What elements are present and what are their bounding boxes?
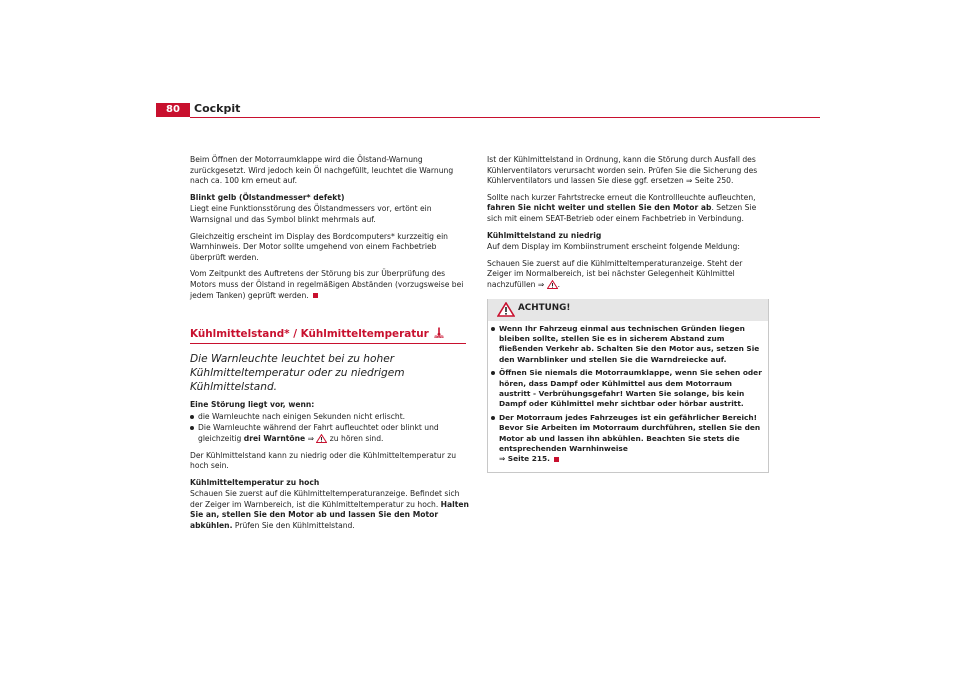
paragraph: Schauen Sie zuerst auf die Kühlmitteltemperaturanzeige. Steht der Zeiger im Normalbereich, ist bei nächster Gelegenheit Kühlmittel nachzufüllen ⇒ . <box>487 258 743 289</box>
subheading: Kühlmittelstand zu niedrig <box>487 230 602 240</box>
warning-label: ACHTUNG! <box>518 302 571 313</box>
subheading: Blinkt gelb (Ölstandmesser* defekt) <box>190 192 345 202</box>
warning-triangle-icon <box>547 280 558 289</box>
paragraph <box>487 193 769 225</box>
paragraph-text: Sollte nach kurzer Fahrtstrecke erneut die Kontrollleuchte aufleuchten, <box>487 192 756 202</box>
list-item-text: die Warnleuchte nach einigen Sekunden nicht erlischt. <box>198 411 406 421</box>
paragraph: Ist der Kühlmittelstand in Ordnung, kann die Störung durch Ausfall des Kühlerventilators verursacht worden sein. Prüfen Sie die Sicherung des Kühlerventilators und lassen Sie diese ggf. ersetzen ⇒ Seite 250. <box>487 155 758 186</box>
paragraph: Gleichzeitig erscheint im Display des Bordcomputers* kurzzeitig ein Warnhinweis. Der Motor sollte umgehend von einem Fachbetrieb überprüft werden. <box>190 231 448 262</box>
paragraph: Liegt eine Funktionsstörung des Ölstandmessers vor, ertönt ein Warnsignal und das Symbol blinkt mehrmals auf. <box>190 204 432 224</box>
bullet-icon <box>491 371 495 375</box>
section-rule <box>190 343 466 344</box>
warning-header <box>488 299 768 321</box>
list-item <box>190 412 470 423</box>
end-square-icon <box>554 457 559 462</box>
list-item <box>190 423 470 444</box>
paragraph-text: Schauen Sie zuerst auf die Kühlmitteltemperaturanzeige. Befindet sich der Zeiger im Warnbereich, ist die Kühlmitteltemperatur zu hoch. <box>190 489 460 509</box>
warning-triangle-icon <box>316 434 327 443</box>
right-column <box>487 155 769 473</box>
arrow-ref: ⇒ <box>307 433 314 443</box>
list-item-text: Die Warnleuchte während der Fahrt aufleuchtet oder blinkt und gleichzeitig <box>198 423 439 443</box>
list-item-text: Öffnen Sie niemals die Motorraumklappe, wenn Sie sehen oder hören, dass Dampf oder Kühlmittel aus dem Motorraum austritt - Verbrühungsgefahr! Warten Sie solange, bis kein Dampf oder Kühlmittel mehr sichtbar oder hörbar austritt. <box>499 368 762 409</box>
paragraph: Auf dem Display im Kombiinstrument erscheint folgende Meldung: <box>487 242 740 252</box>
bullet-icon <box>190 426 194 430</box>
section-title <box>190 327 470 341</box>
paragraph-text: Schauen Sie zuerst auf die Kühlmitteltemperaturanzeige. Steht der Zeiger im Normalbereich, ist bei nächster Gelegenheit Kühlmittel nachzufüllen ⇒ <box>487 258 743 289</box>
list-item-bold-text: drei Warntöne <box>243 433 306 443</box>
bullet-icon <box>190 415 194 419</box>
left-column <box>190 155 470 538</box>
paragraph-bold-text: fahren Sie nicht weiter und stellen Sie den Motor ab <box>487 203 712 213</box>
paragraph-text: Prüfen Sie den Kühlmittelstand. <box>232 521 355 531</box>
paragraph <box>190 489 470 531</box>
list-item <box>491 368 765 410</box>
section-subtitle: Die Warnleuchte leuchtet bei zu hoher Kühlmitteltemperatur oder zu niedrigem Kühlmittelstand. <box>190 353 405 394</box>
header-rule <box>190 117 820 118</box>
section-title-text: Kühlmittelstand* / Kühlmitteltemperatur <box>190 328 429 341</box>
paragraph-text: Vom Zeitpunkt des Auftretens der Störung bis zur Überprüfung des Motors muss der Ölstand in regelmäßigen Abständen (vorzugsweise bei jedem Tanken) geprüft werden. <box>190 269 464 300</box>
warning-box <box>487 299 769 473</box>
paragraph <box>190 269 470 301</box>
list-item-text: zu hören sind. <box>327 433 384 443</box>
subheading: Eine Störung liegt vor, wenn: <box>190 400 315 410</box>
list-item-text: Wenn Ihr Fahrzeug einmal aus technischen Gründen liegen bleiben sollte, stellen Sie es in sicherem Abstand zum fließenden Verkehr ab. Schalten Sie den Motor aus, setzen Sie den Warnblinker und stellen Sie die Warndreiecke auf. <box>499 323 760 364</box>
warning-body <box>488 321 768 472</box>
paragraph-text: . Setzen Sie sich mit einem SEAT-Betrieb oder einem Fachbetrieb in Verbindung. <box>487 203 757 223</box>
page-header-title: Cockpit <box>194 102 241 115</box>
paragraph: Beim Öffnen der Motorraumklappe wird die Ölstand-Warnung zurückgesetzt. Wird jedoch kein Öl nachgefüllt, leuchtet die Warnung nach ca. 100 km erneut auf. <box>190 155 454 186</box>
paragraph-bold-text: Halten Sie an, stellen Sie den Motor ab und lassen Sie den Motor abkühlen. <box>190 499 469 531</box>
warning-triangle-icon <box>497 302 515 317</box>
subheading: Kühlmitteltemperatur zu hoch <box>190 477 320 487</box>
page-reference-link[interactable]: ⇒ Seite 215. <box>499 454 550 464</box>
list-item-text: Der Motorraum jedes Fahrzeuges ist ein gefährlicher Bereich! Bevor Sie Arbeiten im Motorraum durchführen, stellen Sie den Motor ab und lassen ihn abkühlen. Beachten Sie stets die entsprechenden Warnhinweise <box>499 412 761 453</box>
bullet-icon <box>491 327 495 331</box>
coolant-thermometer-icon <box>434 327 444 338</box>
page-number: 80 <box>156 103 190 117</box>
end-square-icon <box>313 293 318 298</box>
list-item <box>491 324 765 366</box>
list-item <box>491 413 765 465</box>
bullet-icon <box>491 416 495 420</box>
paragraph: Der Kühlmittelstand kann zu niedrig oder die Kühlmitteltemperatur zu hoch sein. <box>190 450 457 471</box>
